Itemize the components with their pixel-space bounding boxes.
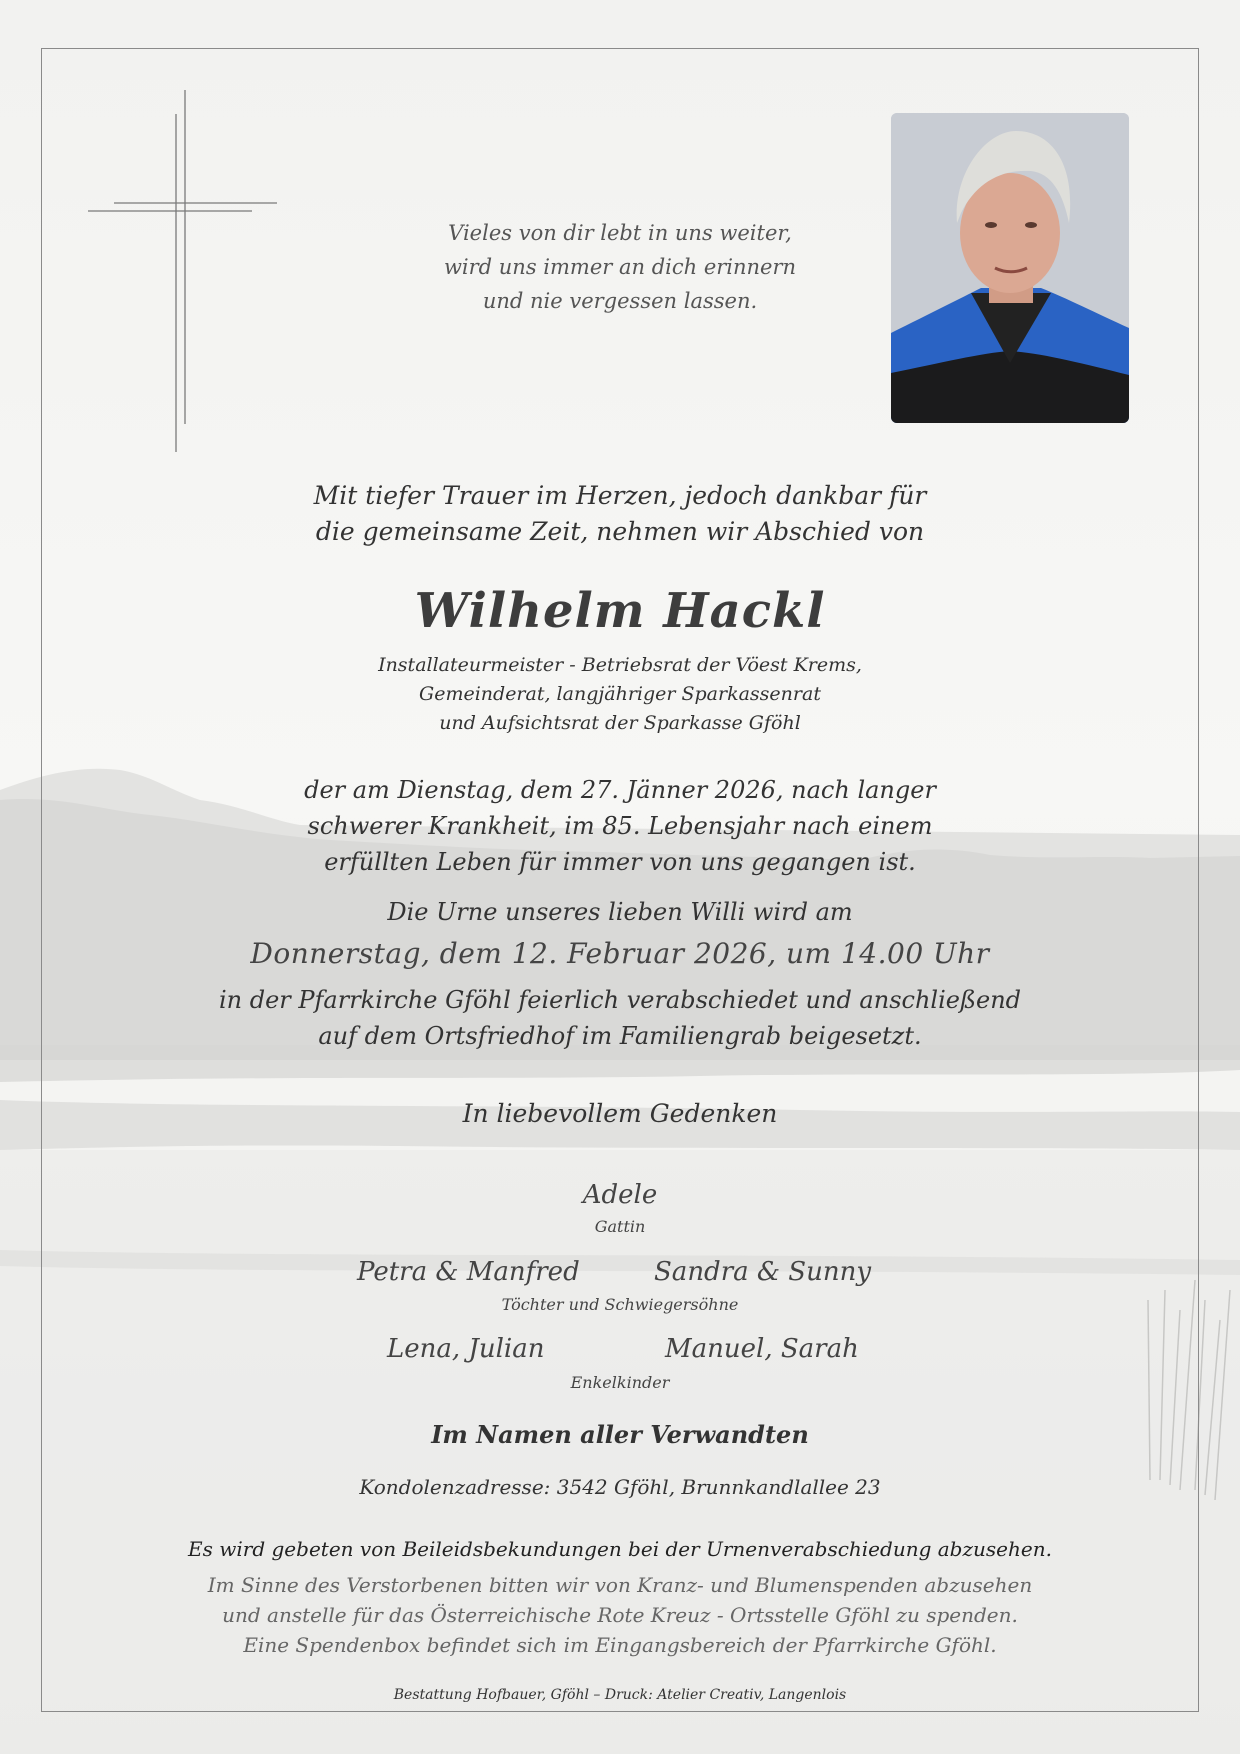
title-line: Gemeinderat, langjähriger Sparkassenrat [419, 683, 821, 705]
intro-line: Mit tiefer Trauer im Herzen, jedoch dankbar für [313, 481, 927, 510]
death-line: schwerer Krankheit, im 85. Lebensjahr nach einem [307, 812, 933, 840]
quote-line: wird uns immer an dich erinnern [443, 255, 797, 279]
title-line: und Aufsichtsrat der Sparkasse Gföhl [439, 712, 801, 734]
grandchildren-role: Enkelkinder [570, 1373, 670, 1392]
mourners-heading: In liebevollem Gedenken [462, 1099, 778, 1128]
donation-line: Im Sinne des Verstorbenen bitten wir von Kranz- und Blumenspenden abzusehen [207, 1573, 1033, 1597]
quote-line: und nie vergessen lassen. [482, 289, 758, 313]
donation-line: Eine Spendenbox befindet sich im Eingangsbereich der Pfarrkirche Gföhl. [243, 1633, 997, 1657]
donation-line: und anstelle für das Österreichische Rote Kreuz - Ortsstelle Gföhl zu spenden. [222, 1603, 1018, 1627]
printer-footer: Bestattung Hofbauer, Gföhl – Druck: Atelier Creativ, Langenlois [393, 1687, 847, 1703]
intro-line: die gemeinsame Zeit, nehmen wir Abschied von [315, 517, 925, 546]
deceased-name: Wilhelm Hackl [414, 583, 826, 639]
spouse-role: Gattin [594, 1217, 646, 1236]
grandchildren-1: Lena, Julian [387, 1334, 545, 1364]
daughter-couple-2: Sandra & Sunny [654, 1257, 872, 1287]
ceremony-place [0, 982, 1240, 1054]
title-line: Installateurmeister - Betriebsrat der Vöest Krems, [378, 654, 862, 676]
ceremony-date: Donnerstag, dem 12. Februar 2026, um 14.00 Uhr [250, 937, 990, 970]
memorial-quote [0, 216, 1240, 318]
place-line: in der Pfarrkirche Gföhl feierlich verabschiedet und anschließend [218, 986, 1022, 1014]
urn-announcement: Die Urne unseres lieben Willi wird am [387, 898, 853, 926]
place-line: auf dem Ortsfriedhof im Familiengrab beigesetzt. [318, 1022, 922, 1050]
all-relatives: Im Namen aller Verwandten [431, 1420, 809, 1449]
condolence-address: Kondolenzadresse: 3542 Gföhl, Brunnkandlallee 23 [359, 1475, 881, 1499]
quote-line: Vieles von dir lebt in uns weiter, [448, 221, 792, 245]
condolence-request: Es wird gebeten von Beileidsbekundungen bei der Urnenverabschiedung abzusehen. [188, 1537, 1052, 1561]
death-line: der am Dienstag, dem 27. Jänner 2026, nach langer [304, 776, 936, 804]
donation-note [0, 1570, 1240, 1660]
daughters-role: Töchter und Schwiegersöhne [501, 1295, 739, 1314]
death-notice [0, 772, 1240, 880]
grandchildren-2: Manuel, Sarah [665, 1334, 859, 1364]
deceased-titles [0, 651, 1240, 738]
daughter-couple-1: Petra & Manfred [357, 1257, 580, 1287]
intro-text [0, 478, 1240, 550]
spouse-name: Adele [582, 1180, 658, 1210]
death-line: erfüllten Leben für immer von uns gegangen ist. [324, 848, 916, 876]
